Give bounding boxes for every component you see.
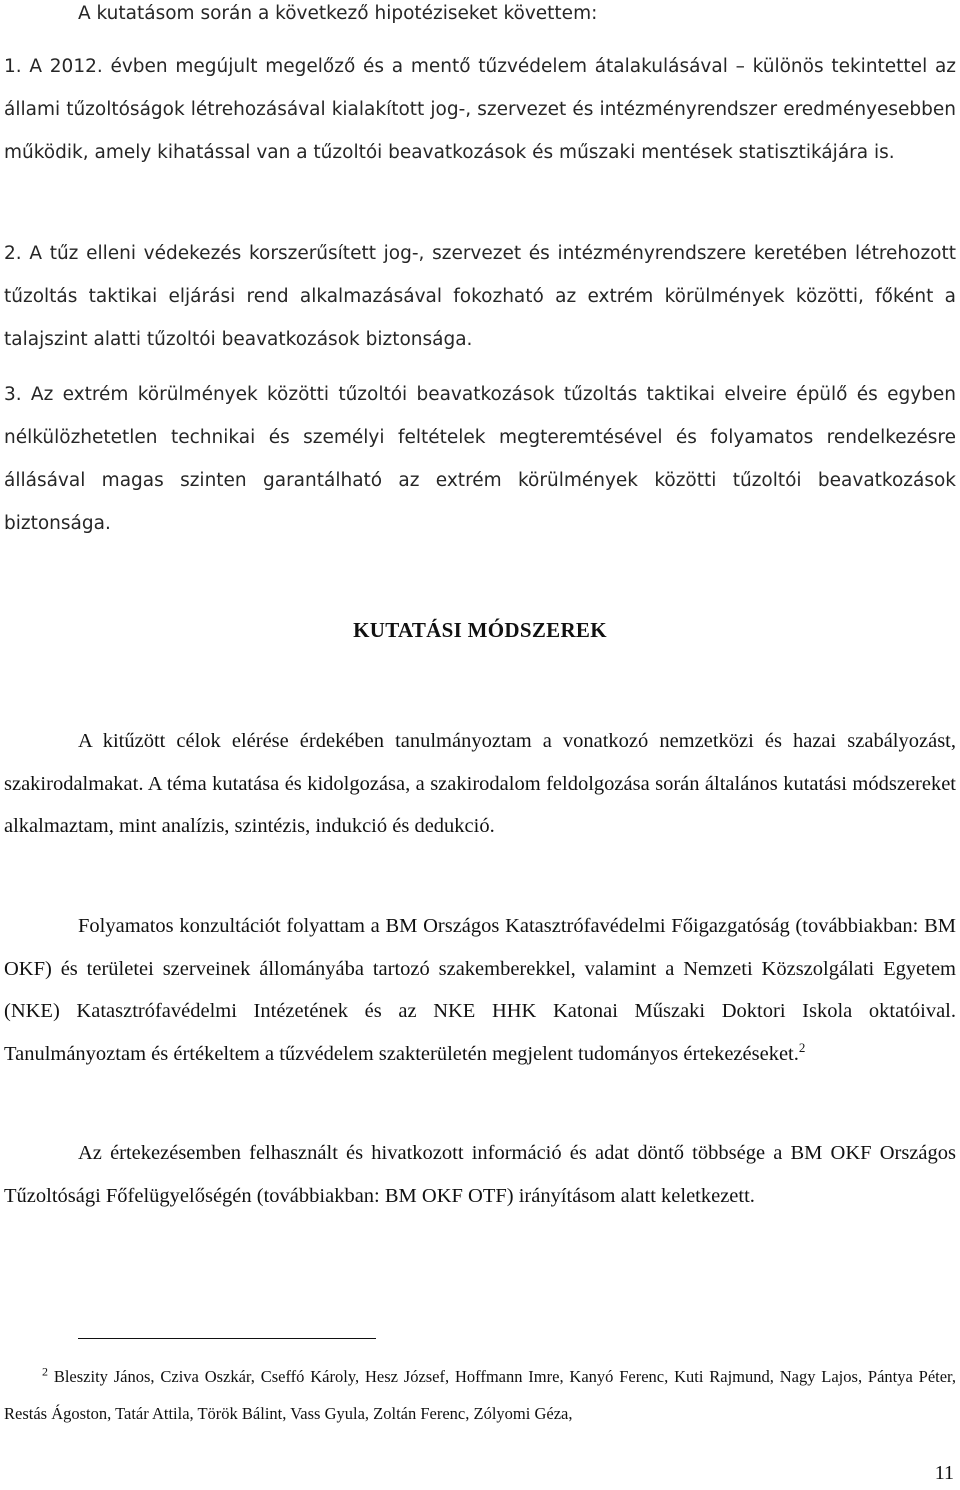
hypothesis-item-3 <box>4 373 956 545</box>
methods-paragraph-3: Az értekezésemben felhasznált és hivatkozott információ és adat döntő többsége a BM OKF Országos Tűzoltósági Főfelügyelőségén (továbbiakban: BM OKF OTF) irányításom alatt keletkezett. <box>4 1142 956 1207</box>
hypothesis-text: 1. A 2012. évben megújult megelőző és a mentő tűzvédelem átalakulásával – különös tekintettel az állami tűzoltóságok létrehozásával kialakított jog-, szervezet és intézményrendszer eredményesebben működik, amely kihatással van a tűzoltói beavatkozások és műszaki mentések statisztikájára is. <box>4 56 956 163</box>
footnote-number: 2 <box>42 1364 48 1379</box>
hypothesis-text: 2. A tűz elleni védekezés korszerűsített jog-, szervezet és intézményrendszere keretében létrehozott tűzoltás taktikai eljárási rend alkalmazásával fokozható az extrém körülmények közötti, főként a talajszint alatti tűzoltói beavatkozások biztonsága. <box>4 243 956 350</box>
page-number: 11 <box>934 1462 954 1484</box>
footnote-text: Bleszity János, Cziva Oszkár, Cseffó Károly, Hesz József, Hoffmann Imre, Kanyó Ferenc, Kuti Rajmund, Nagy Lajos, Pántya Péter, Restás Ágoston, Tatár Attila, Török Bálint, Vass Gyula, Zoltán Ferenc, Zólyomi Géza, <box>4 1367 957 1423</box>
footnote-separator <box>78 1338 376 1339</box>
hypothesis-item-1 <box>4 45 956 174</box>
footnote-reference[interactable]: 2 <box>798 1039 806 1055</box>
hypotheses-intro: A kutatásom során a következő hipotéziseket követtem: <box>78 3 598 24</box>
hypothesis-text: 3. Az extrém körülmények közötti tűzoltói beavatkozások tűzoltás taktikai elveire épülő és egyben nélkülözhetetlen technikai és személyi feltételek megteremtésével és folyamatos rendelkezésre állásával magas szinten garantálható az extrém körülmények közötti tűzoltói beavatkozások biztonsága. <box>4 384 956 534</box>
methods-paragraph-1: A kitűzött célok elérése érdekében tanulmányoztam a vonatkozó nemzetközi és hazai szabályozást, szakirodalmakat. A téma kutatása és kidolgozása, a szakirodalom feldolgozása során általános kutatási módszereket alkalmaztam, mint analízis, szintézis, indukció és dedukció. <box>4 730 956 837</box>
paragraph-text: Folyamatos konzultációt folyattam a BM Országos Katasztrófavédelmi Főigazgatóság (továbbiakban: BM OKF) és területei szerveinek állományába tartozó szakemberekkel, valamint a Nemzeti Közszolgálati Egyetem (NKE) Katasztrófavédelmi Intézetének és az NKE HHK Katonai Műszaki Doktori Iskola oktatóival. Tanulmányoztam és értékeltem a tűzvédelem szakterületén megjelent tudományos értekezéseket. <box>4 915 956 1065</box>
hypothesis-item-2 <box>4 232 956 361</box>
section-heading: KUTATÁSI MÓDSZEREK <box>353 618 607 642</box>
footnote <box>4 1358 956 1432</box>
methods-paragraph-2 <box>4 905 956 1075</box>
